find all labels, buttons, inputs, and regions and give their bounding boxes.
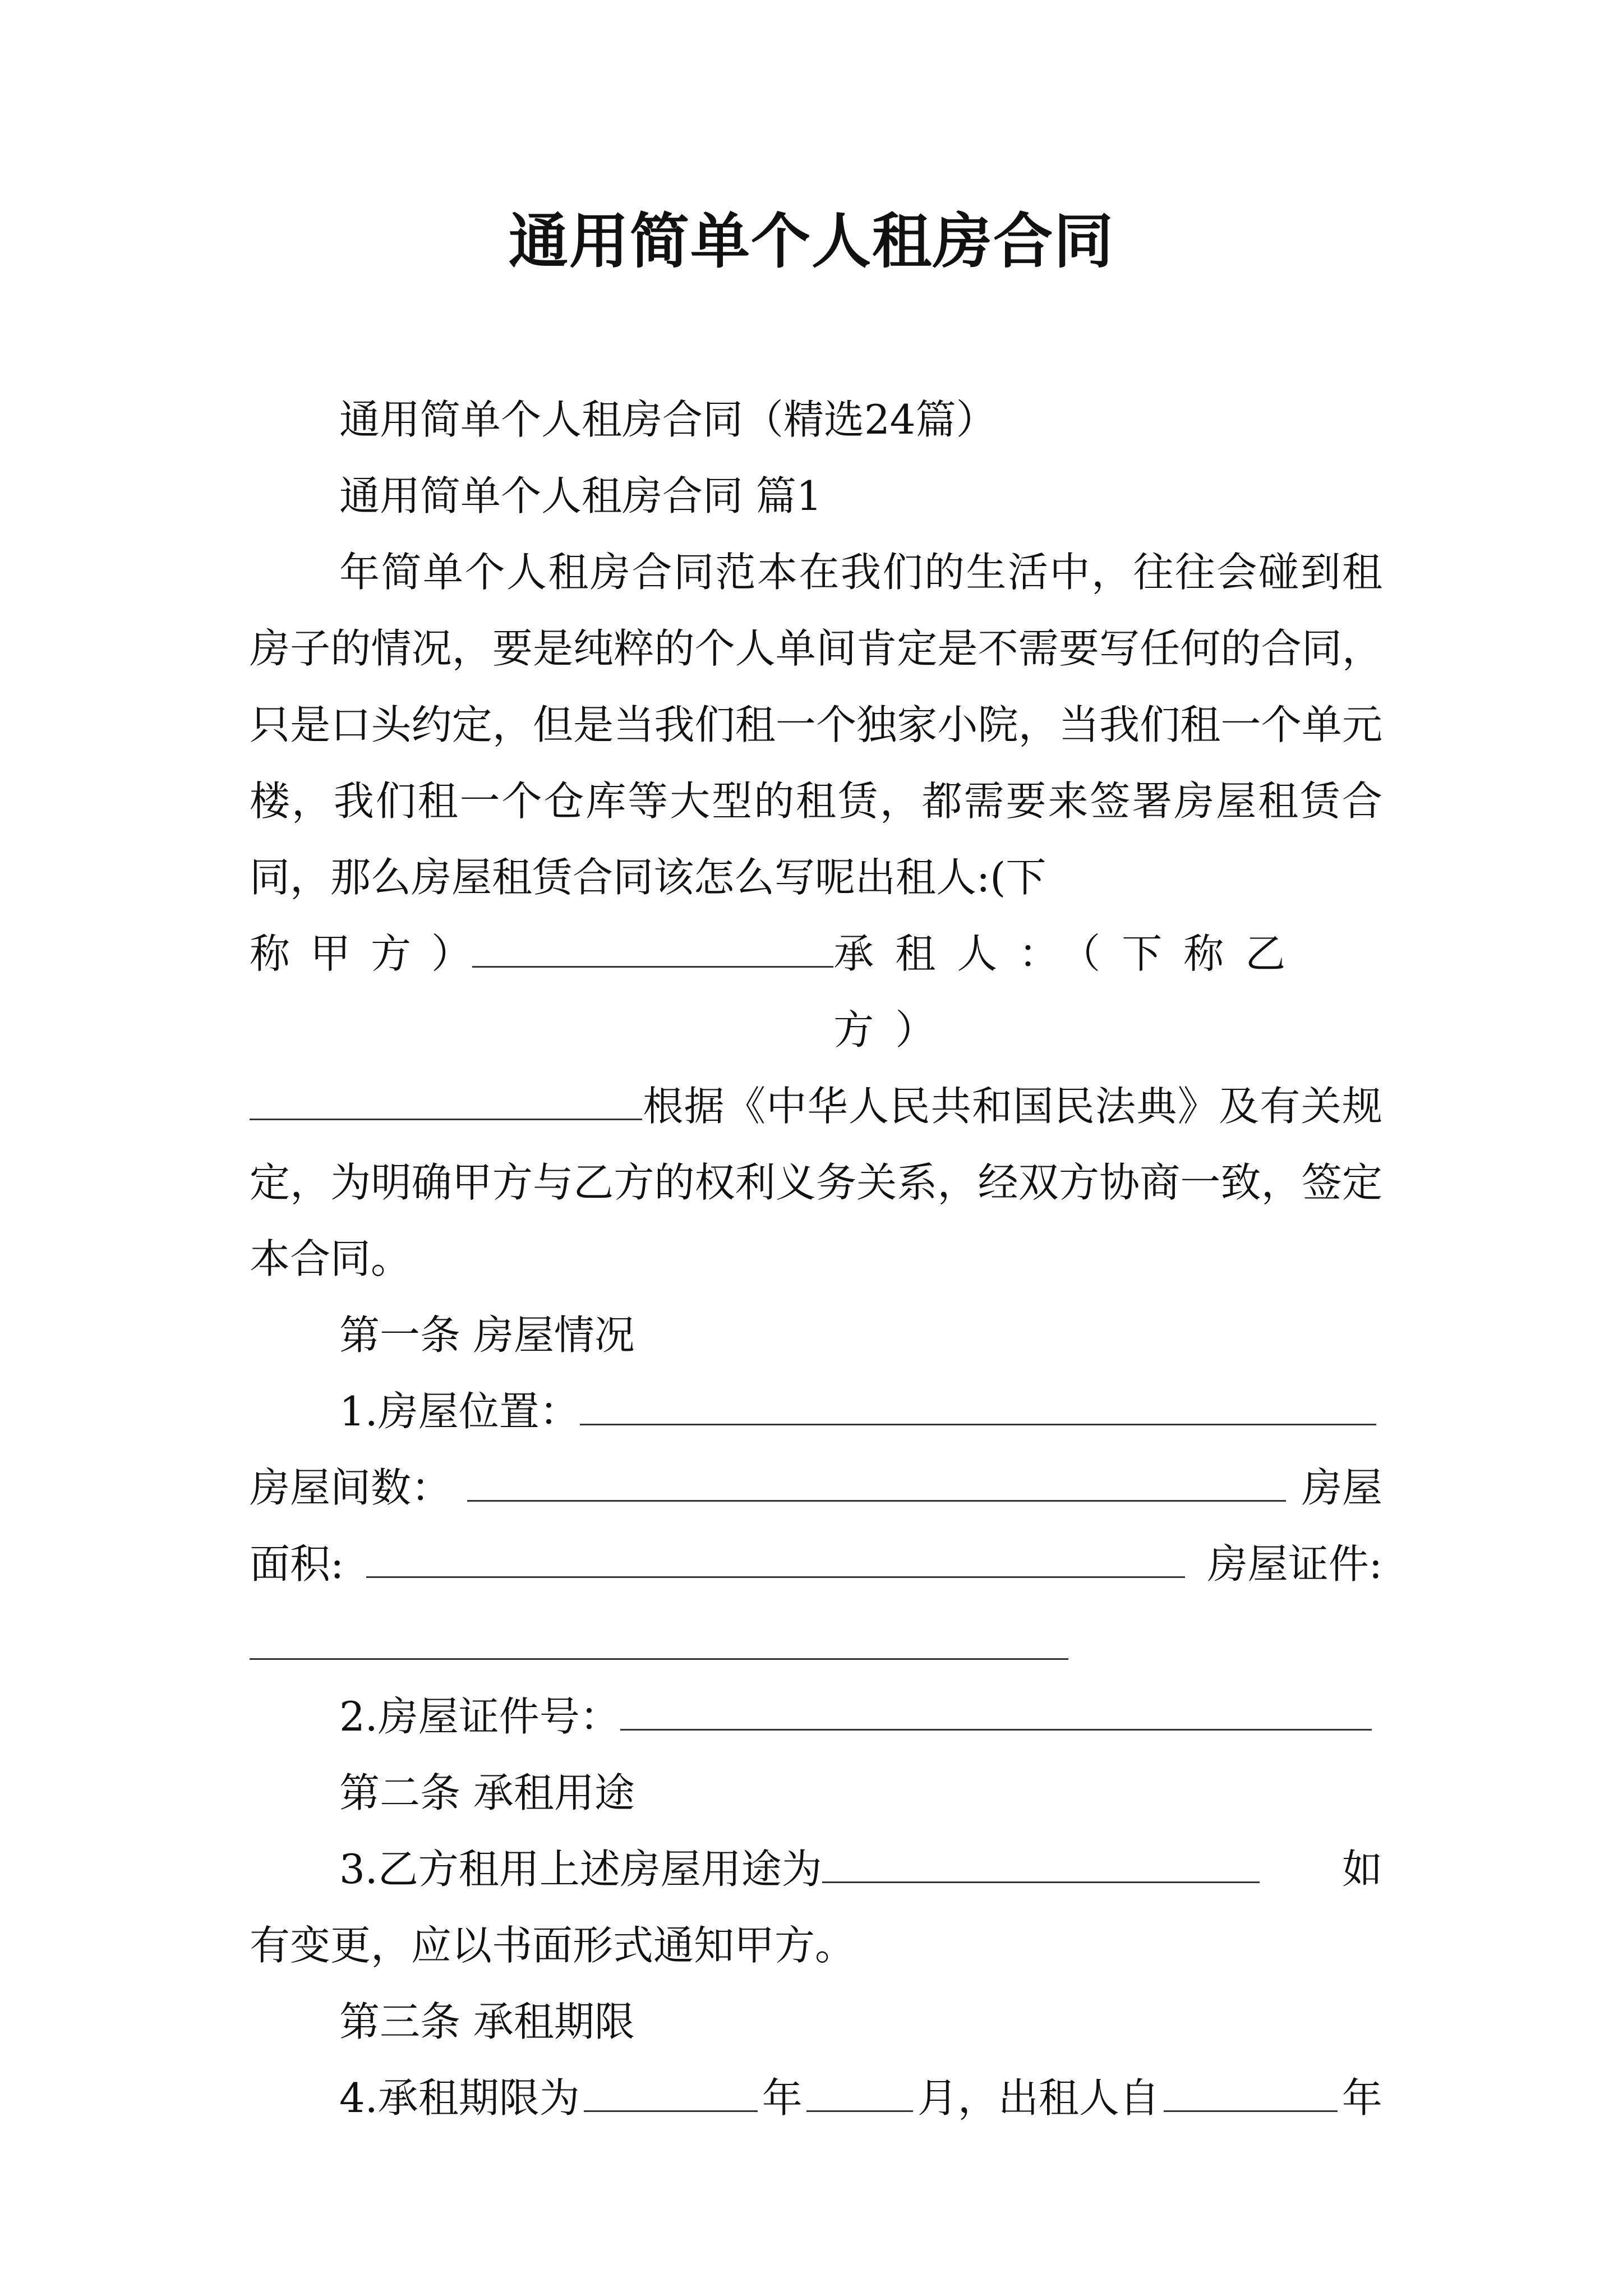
area-prefix: 房屋 (1301, 1464, 1382, 1511)
term-years-blank[interactable] (584, 2077, 758, 2112)
area-blank[interactable] (366, 1543, 1185, 1578)
item-4-label: 4.承租期限为 (339, 2074, 580, 2122)
item-3-cont: 有变更，应以书面形式通知甲方。 (250, 1922, 856, 1969)
item-4-month: 月，出租人自 (917, 2074, 1160, 2122)
subtitle: 通用简单个人租房合同（精选24篇） (339, 396, 997, 443)
cert-label: 房屋证件: (1207, 1540, 1382, 1588)
rooms-label: 房屋间数： (250, 1464, 452, 1511)
party-a-label: 称甲方） (250, 930, 492, 977)
intro-paragraph-cont (250, 1068, 1382, 1297)
party-line (250, 915, 1382, 1068)
item-4-year2: 年 (1341, 2074, 1382, 2122)
item-1-label: 1.房屋位置： (339, 1388, 580, 1435)
party-a-blank[interactable] (472, 932, 833, 968)
area-label: 面积: (250, 1540, 344, 1588)
start-year-blank[interactable] (1164, 2077, 1338, 2112)
rooms-blank[interactable] (467, 1466, 1286, 1502)
intro-text-part1: 年简单个人租房合同范本在我们的生活中，往往会碰到租房子的情况，要是纯粹的个人单间肯定是不需要写任何的合同，只是口头约定，但是当我们租一个独家小院，当我们租一个单元楼，我们租一个仓库等大型的租赁，都需要来签署房屋租赁合同，那么房屋租赁合同该怎么写呢出租人:(下 (250, 549, 1382, 901)
party-b-blank[interactable] (250, 1085, 642, 1120)
section-heading: 通用简单个人租房合同 篇1 (339, 472, 822, 519)
document-title: 通用简单个人租房合同 (509, 206, 1114, 276)
article-3-heading: 第三条 承租期限 (339, 1998, 635, 2045)
cert-blank-line (250, 1602, 1382, 1678)
item-3-suffix: 如 (1341, 1846, 1382, 1893)
item-2-line (250, 1678, 1382, 1755)
article-1-heading: 第一条 房屋情况 (339, 1312, 635, 1359)
item-4-line (250, 2060, 1382, 2136)
intro-text-part2: 根据《中华人民共和国民法典》及有关规定，为明确甲方与乙方的权利义务关系，经双方协商一致，签定本合同。 (250, 1083, 1382, 1282)
item-2-label: 2.房屋证件号： (339, 1693, 620, 1740)
term-months-blank[interactable] (806, 2077, 913, 2112)
intro-paragraph (250, 534, 1382, 915)
item-3-line (250, 1831, 1382, 1907)
article-2-heading: 第二条 承租用途 (339, 1769, 635, 1816)
document-body (250, 381, 1382, 2136)
cert-number-blank[interactable] (620, 1695, 1372, 1731)
rooms-line (250, 1450, 1382, 1526)
item-1-line (250, 1373, 1382, 1450)
item-4-year: 年 (762, 2074, 803, 2122)
cert-blank[interactable] (250, 1625, 1068, 1660)
location-blank[interactable] (580, 1390, 1376, 1425)
use-blank[interactable] (822, 1848, 1260, 1883)
party-b-label: 承租人：（下称乙方） (833, 930, 1307, 1053)
area-line (250, 1526, 1382, 1602)
item-3-label: 3.乙方租用上述房屋用途为 (339, 1831, 1260, 1907)
